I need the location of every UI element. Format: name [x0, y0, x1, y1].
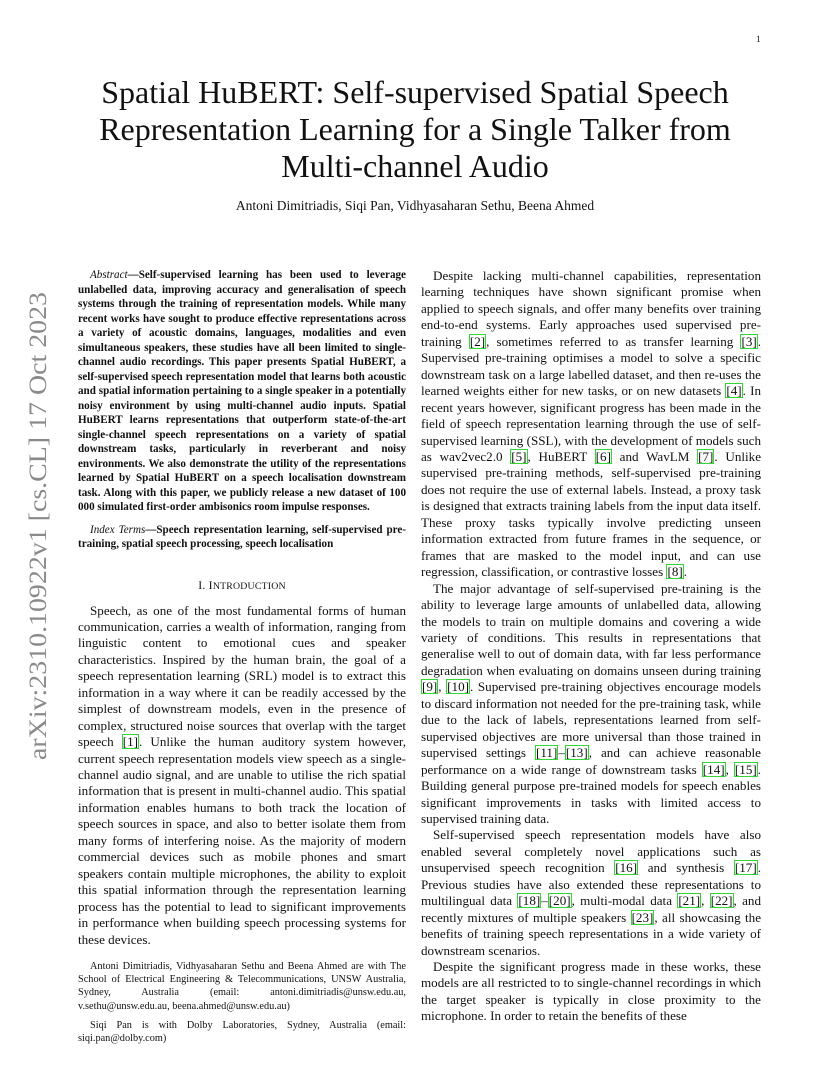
citation-link[interactable]: [17] — [734, 860, 757, 876]
paragraph-text: Self-supervised speech representation models have also enabled several completely novel applications such as unsupervised speech recognition — [421, 827, 761, 876]
citation-link[interactable]: [5] — [511, 448, 527, 464]
paragraph-text: , — [701, 893, 710, 909]
intro-paragraph: Speech, as one of the most fundamental forms of human communication, carries a wealth of information, ranging from linguistic content to emotional cues and speaker characteristics. Inspired by the human brain, the goal of a speech representation learning (SRL) model is to extract this information in a way where it can be readily accessed by the simplest of downstream models, even in the presence of complex, structured noise sources that overlap with the target speech [1]. Unlike the human auditory system however, current speech representation models view speech as a single-channel audio signal, and are unable to utilise the rich spatial information that is present in multi-channel audio. This spatial information enables humans to both track the location of speech sources in space, and also to better isolate them from many forms of interfering noise. As the majority of modern commercial devices such as mobile phones and smart speakers contain multiple microphones, the ability to exploit this spatial information through the representation learning process has the potential to lead to significant improvements in performance when building speech processing systems for these devices. — [78, 602, 406, 947]
paragraph-text: , and can achieve reasonable performance on a wide range of downstream tasks — [421, 745, 761, 777]
citation-link[interactable]: [3] — [741, 333, 757, 349]
arxiv-identifier-stamp — [22, 290, 56, 760]
footnote-affiliation: Antoni Dimitriadis, Vidhyasaharan Sethu and Beena Ahmed are with The School of Electrical Engineering & Telecommunications, UNSW Australia, Sydney, Australia (email: antoni.dimitriadis@unsw.edu.au, v.sethu@unsw.edu.au, beena.ahmed@unsw.edu.au) — [78, 961, 406, 1012]
paragraph-text: Despite lacking multi-channel capabilities, representation learning techniques have shown significant promise when applied to speech signals, and offer many benefits over training end-to-end systems. Early approaches used supervised pre-training — [421, 268, 761, 349]
arxiv-identifier-text: arXiv:2310.10922v1 [cs.CL] 17 Oct 2023 — [25, 340, 52, 760]
paragraph-text: . — [683, 564, 688, 580]
citation-link[interactable]: [4] — [726, 383, 742, 399]
paragraph-text: – — [541, 893, 548, 909]
paragraph-text: Despite the significant progress made in these works, these models are all restricted to to single-channel recordings in which the target speaker is typically in close proximity to the microphone. In order to retain the benefits of these — [421, 959, 761, 1024]
citation-link[interactable]: [18] — [518, 893, 541, 909]
abstract-text: —Self-supervised learning has been used to leverage unlabelled data, improving accuracy and generalisation of speech systems through the training of representation models. While many recent works have sought to produce effective representations across a variety of acoustic domains, languages, modalities and even simultaneous speakers, these studies have all been limited to single-channel audio recordings. This paper presents Spatial HuBERT, a self-supervised speech representation model that learns both acoustic and spatial information pertaining to a single speaker in a potentially noisy environment by using multi-channel audio inputs. Spatial HuBERT learns representations that outperform state-of-the-art single-channel speech representations on a variety of spatial downstream tasks, particularly in reverberant and noisy environments. We also demonstrate the utility of the representations learned by Spatial HuBERT on a speech localisation downstream task. Along with this paper, we publicly release a new dataset of 100 000 simulated first-order ambisonics room impulse responses. — [78, 269, 406, 513]
citation-link[interactable]: [14] — [702, 761, 725, 777]
index-terms-text: —Speech representation learning, self-supervised pre-training, spatial speech processing, speech localisation — [78, 523, 406, 550]
citation-link[interactable]: [21] — [678, 893, 701, 909]
citation-link[interactable]: [1] — [122, 734, 139, 750]
left-column — [78, 268, 406, 1045]
page-number: 1 — [756, 34, 761, 44]
index-terms — [78, 523, 406, 552]
paragraph-text: . In recent years however, significant progress has been made in the field of speech representation learning through the use of self-supervised learning (SSL), with the development of models such as wav2vec2.0 — [421, 383, 761, 464]
index-terms-lead: Index Terms — [90, 523, 146, 536]
citation-link[interactable]: [9] — [422, 679, 438, 695]
paper-title: Spatial HuBERT: Self-supervised Spatial Speech Representation Learning for a Single Talker from Multi-channel Audio — [99, 74, 731, 184]
citation-link[interactable]: [15] — [734, 761, 757, 777]
paragraph-text: and synthesis — [638, 860, 734, 876]
paragraph-text: . Building general purpose pre-trained models for speech enables significant improvements in tasks with limited access to supervised training data. — [421, 761, 762, 826]
citation-link[interactable]: [10] — [447, 679, 469, 695]
paragraph-text: and WavLM — [611, 448, 698, 464]
paragraph-text: , sometimes referred to as transfer learning — [486, 333, 741, 349]
paragraph-text: , all showcasing the benefits of training speech representations in a wide variety of downstream scenarios. — [421, 909, 762, 958]
paragraph-text: . Previous studies have also extended these representations to multilingual data — [421, 860, 761, 909]
citation-link[interactable]: [13] — [565, 745, 588, 761]
paragraph-text: – — [558, 745, 565, 761]
paragraph-text: , multi-modal data — [571, 893, 678, 909]
paragraph-text: . Unlike supervised pre-training methods, self-supervised pre-training does not require the use of external labels. Instead, a proxy task is designed that extracts training labels from the input data itself. These proxy tasks typically involve predicting unseen information extracted from future frames in the sequence, or frames that are masked to the model input, and can use regression, classification, or contrastive losses — [421, 448, 762, 580]
citation-link[interactable]: [6] — [595, 448, 611, 464]
right-column — [421, 268, 761, 1025]
paragraph-text: , HuBERT — [527, 448, 595, 464]
body-paragraph — [421, 268, 761, 581]
paragraph-text: , and recently mixtures of multiple speakers — [421, 893, 762, 925]
paragraph-text: , — [438, 679, 447, 695]
citation-link[interactable]: [2] — [469, 333, 486, 349]
body-paragraph — [421, 581, 761, 828]
paragraph-text: The major advantage of self-supervised pre-training is the ability to leverage large amounts of unlabelled data, allowing the models to train on multiple domains and covering a wide variety of conditions. This results in representations that generalise well to out of domain data, with far less performance degradation when evaluating on domains unseen during training — [421, 580, 761, 678]
author-list: Antoni Dimitriadis, Siqi Pan, Vidhyasaharan Sethu, Beena Ahmed — [235, 198, 595, 213]
body-paragraph — [421, 959, 761, 1025]
abstract-lead: Abstract — [90, 269, 128, 281]
citation-link[interactable]: [11] — [536, 745, 558, 761]
footnote-affiliation-dolby: Siqi Pan is with Dolby Laboratories, Sydney, Australia (email: siqi.pan@dolby.com) — [78, 1019, 406, 1045]
citation-link[interactable]: [23] — [631, 909, 654, 925]
paragraph-text: . Supervised pre-training objectives encourage models to discard information not needed for the pre-training task, while due to the lack of labels, representations learned from self-supervised objectives are more universal than those trained in supervised settings — [421, 679, 762, 761]
citation-link[interactable]: [16] — [615, 860, 638, 876]
section-heading-introduction: I. INTRODUCTION — [198, 577, 286, 592]
citation-link[interactable]: [7] — [698, 448, 714, 464]
paragraph-text: . Supervised pre-training optimises a model to solve a specific downstream task on a large labelled dataset, and then re-uses the learned weights either for new tasks, or on new datasets — [421, 333, 762, 399]
body-paragraph — [421, 827, 761, 959]
citation-link[interactable]: [20] — [548, 893, 571, 909]
abstract — [78, 268, 406, 515]
citation-link[interactable]: [22] — [710, 893, 733, 909]
citation-link[interactable]: [8] — [667, 564, 683, 580]
paragraph-text: , — [725, 761, 734, 777]
